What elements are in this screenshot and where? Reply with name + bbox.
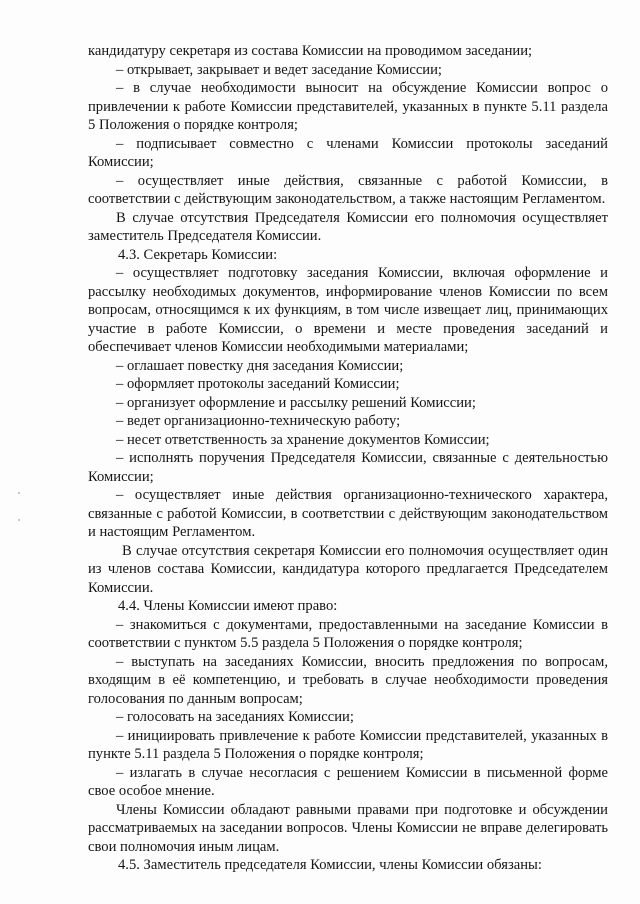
paragraph: – исполнять поручения Председателя Комиссии, связанные с деятельностью Комиссии; xyxy=(88,450,608,485)
paragraph: – осуществляет иные действия организационно-технического характера, связанные с работой Комиссии, в соответствии с действующим законодательством и настоящим Регламентом. xyxy=(88,487,608,540)
paragraph: – оглашает повестку дня заседания Комиссии; xyxy=(116,357,404,374)
paragraph: – оформляет протоколы заседаний Комиссии; xyxy=(116,376,400,392)
scan-artifact xyxy=(18,492,20,494)
paragraph: – излагать в случае несогласия с решением Комиссии в письменной форме свое особое мнение. xyxy=(88,764,608,799)
paragraph: – выступать на заседаниях Комиссии, вносить предложения по вопросам, входящим в её компетенцию, и требовать в случае необходимости проведения голосования по данным вопросам; xyxy=(88,653,608,707)
document-body xyxy=(88,42,608,875)
paragraph: – осуществляет иные действия, связанные с работой Комиссии, в соответствии с действующим законодательством, а также настоящим Регламентом. xyxy=(88,172,608,207)
scan-artifact xyxy=(18,519,20,521)
paragraph: – инициировать привлечение к работе Комиссии представителей, указанных в пункте 5.11 раздела 5 Положения о порядке контроля; xyxy=(88,727,608,762)
paragraph: Члены Комиссии обладают равными правами при подготовке и обсуждении рассматриваемых на заседании вопросов. Члены Комиссии не вправе делегировать свои полномочия иным лицам. xyxy=(88,801,608,855)
paragraph: – организует оформление и рассылку решений Комиссии; xyxy=(116,394,476,411)
paragraph: кандидатуру секретаря из состава Комиссии на проводимом заседании; xyxy=(88,43,533,59)
paragraph: – осуществляет подготовку заседания Комиссии, включая оформление и рассылку необходимых документов, информирование членов Комиссии по всем вопросам, относящимся к их функциям, в том числе извещает лиц, принимающих участие в работе Комиссии, о времени и месте проведения заседаний и обеспечивает членов Комиссии необходимыми материалами; xyxy=(88,265,608,355)
paragraph: – несет ответственность за хранение документов Комиссии; xyxy=(116,431,490,448)
paragraph: – подписывает совместно с членами Комиссии протоколы заседаний Комиссии; xyxy=(88,135,608,170)
paragraph: 4.5. Заместитель председателя Комиссии, члены Комиссии обязаны: xyxy=(118,857,542,873)
paragraph: В случае отсутствия секретаря Комиссии его полномочия осуществляет один из членов состава Комиссии, кандидатура которого предлагается Председателем Комиссии. xyxy=(88,542,608,596)
paragraph: В случае отсутствия Председателя Комиссии его полномочия осуществляет заместитель Председателя Комиссии. xyxy=(88,209,608,244)
paragraph: – ведет организационно-техническую работу; xyxy=(116,413,401,429)
paragraph: 4.3. Секретарь Комиссии: xyxy=(118,246,278,263)
paragraph: – знакомиться с документами, предоставленными на заседание Комиссии в соответствии с пунктом 5.5 раздела 5 Положения о порядке контроля; xyxy=(88,616,608,651)
paragraph: – голосовать на заседаниях Комиссии; xyxy=(116,709,354,725)
paragraph: – открывает, закрывает и ведет заседание Комиссии; xyxy=(116,61,442,78)
paragraph: 4.4. Члены Комиссии имеют право: xyxy=(118,598,338,614)
paragraph: – в случае необходимости выносит на обсуждение Комиссии вопрос о привлечении к работе Комиссии представителей, указанных в пункте 5.11 раздела 5 Положения о порядке контроля; xyxy=(88,80,608,133)
